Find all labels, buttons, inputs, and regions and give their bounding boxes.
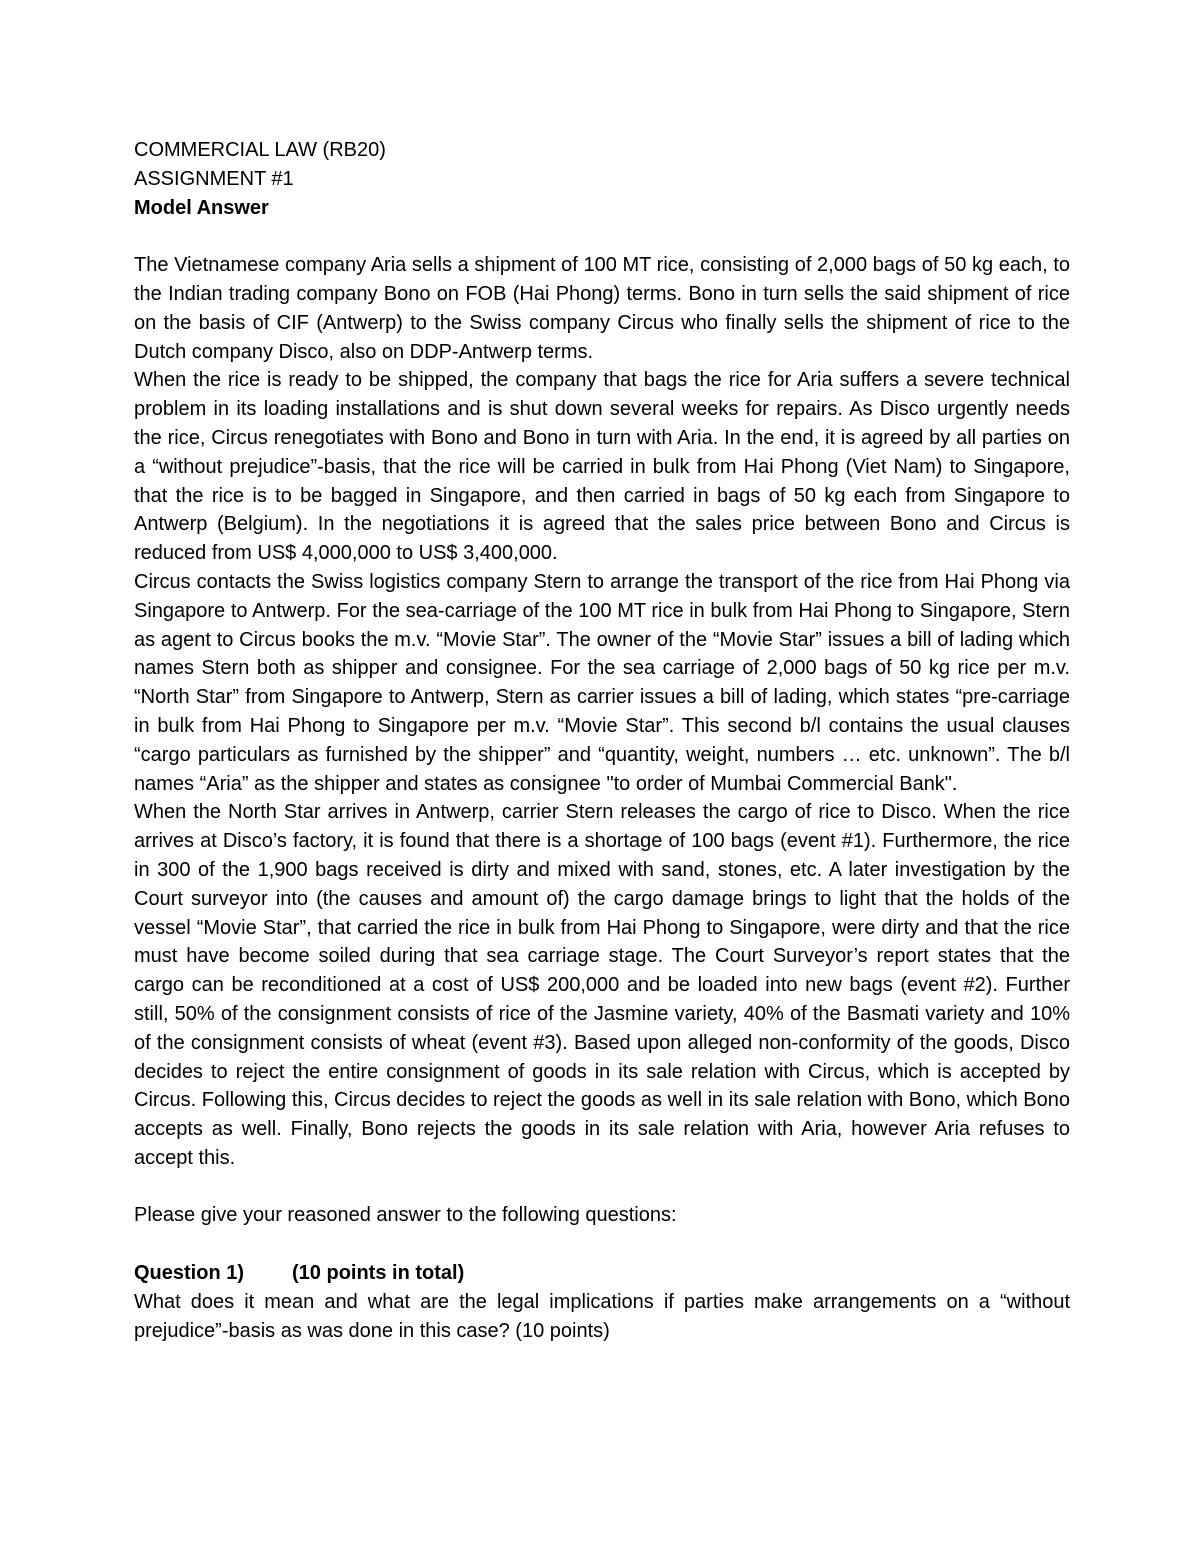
paragraph-events: When the North Star arrives in Antwerp, carrier Stern releases the cargo of rice to Disco. When the rice arrives at Disco’s factory, it is found that there is a shortage of 100 bags (event #1). Furthermore, the rice in 300 of the 1,900 bags received is dirty and mixed with sand, stones, etc. A later investigation by the Court surveyor into (the causes and amount of) the cargo damage brings to light that the holds of the vessel “Movie Star”, that carried the rice in bulk from Hai Phong to Singapore, were dirty and that the rice must have become soiled during that sea carriage stage. The Court Surveyor’s report states that the cargo can be reconditioned at a cost of US$ 200,000 and be loaded into new bags (event #2). Further still, 50% of the consignment consists of rice of the Jasmine variety, 40% of the Basmati variety and 10% of the consignment consists of wheat (event #3). Based upon alleged non-conformity of the goods, Disco decides to reject the entire consignment of goods in its sale relation with Circus, which is accepted by Circus. Following this, Circus decides to reject the goods as well in its sale relation with Bono, which Bono accepts as well. Finally, Bono rejects the goods in its sale relation with Aria, however Aria refuses to accept this.: [134, 801, 1070, 1169]
spacer: [134, 1230, 1070, 1259]
question-1-points: (10 points in total): [292, 1262, 465, 1285]
assignment-title: ASSIGNMENT #1: [134, 167, 294, 190]
paragraph-transport: Circus contacts the Swiss logistics company Stern to arrange the transport of the rice from Hai Phong via Singapore to Antwerp. For the sea-carriage of the 100 MT rice in bulk from Hai Phong to Singapore, Stern as agent to Circus books the m.v. “Movie Star”. The owner of the “Movie Star” issues a bill of lading which names Stern both as shipper and consignee. For the sea carriage of 2,000 bags of 50 kg rice per m.v. “North Star” from Singapore to Antwerp, Stern as carrier issues a bill of lading, which states “pre-carriage in bulk from Hai Phong to Singapore per m.v. “Movie Star”. This second b/l contains the usual clauses “cargo particulars as furnished by the shipper” and “quantity, weight, numbers … etc. unknown”. The b/l names “Aria” as the shipper and states as consignee "to order of Mumbai Commercial Bank".: [134, 570, 1070, 795]
paragraph-sale-chain: The Vietnamese company Aria sells a shipment of 100 MT rice, consisting of 2,000 bags of 50 kg each, to the Indian trading company Bono on FOB (Hai Phong) terms. Bono in turn sells the said shipment of rice on the basis of CIF (Antwerp) to the Swiss company Circus who finally sells the shipment of rice to the Dutch company Disco, also on DDP-Antwerp terms.: [134, 254, 1070, 363]
document-page: [134, 136, 1070, 1345]
question-1-heading: [134, 1259, 1070, 1288]
paragraph-renegotiation: When the rice is ready to be shipped, the company that bags the rice for Aria suffers a severe technical problem in its loading installations and is shut down several weeks for repairs. As Disco urgently needs the rice, Circus renegotiates with Bono and Bono in turn with Aria. In the end, it is agreed by all parties on a “without prejudice”-basis, that the rice will be carried in bulk from Hai Phong (Viet Nam) to Singapore, that the rice is to be bagged in Singapore, and then carried in bags of 50 kg each from Singapore to Antwerp (Belgium). In the negotiations it is agreed that the sales price between Bono and Circus is reduced from US$ 4,000,000 to US$ 3,400,000.: [134, 369, 1070, 565]
instructions-text: Please give your reasoned answer to the following questions:: [134, 1204, 677, 1227]
spacer: [134, 222, 1070, 251]
spacer: [134, 1173, 1070, 1202]
question-1-label: Question 1): [134, 1262, 245, 1285]
document-subtitle: Model Answer: [134, 196, 269, 219]
course-title: COMMERCIAL LAW (RB20): [134, 139, 386, 161]
question-1-text: What does it mean and what are the legal implications if parties make arrangements on a “without prejudice”-basis as was done in this case? (10 points): [134, 1290, 1070, 1342]
